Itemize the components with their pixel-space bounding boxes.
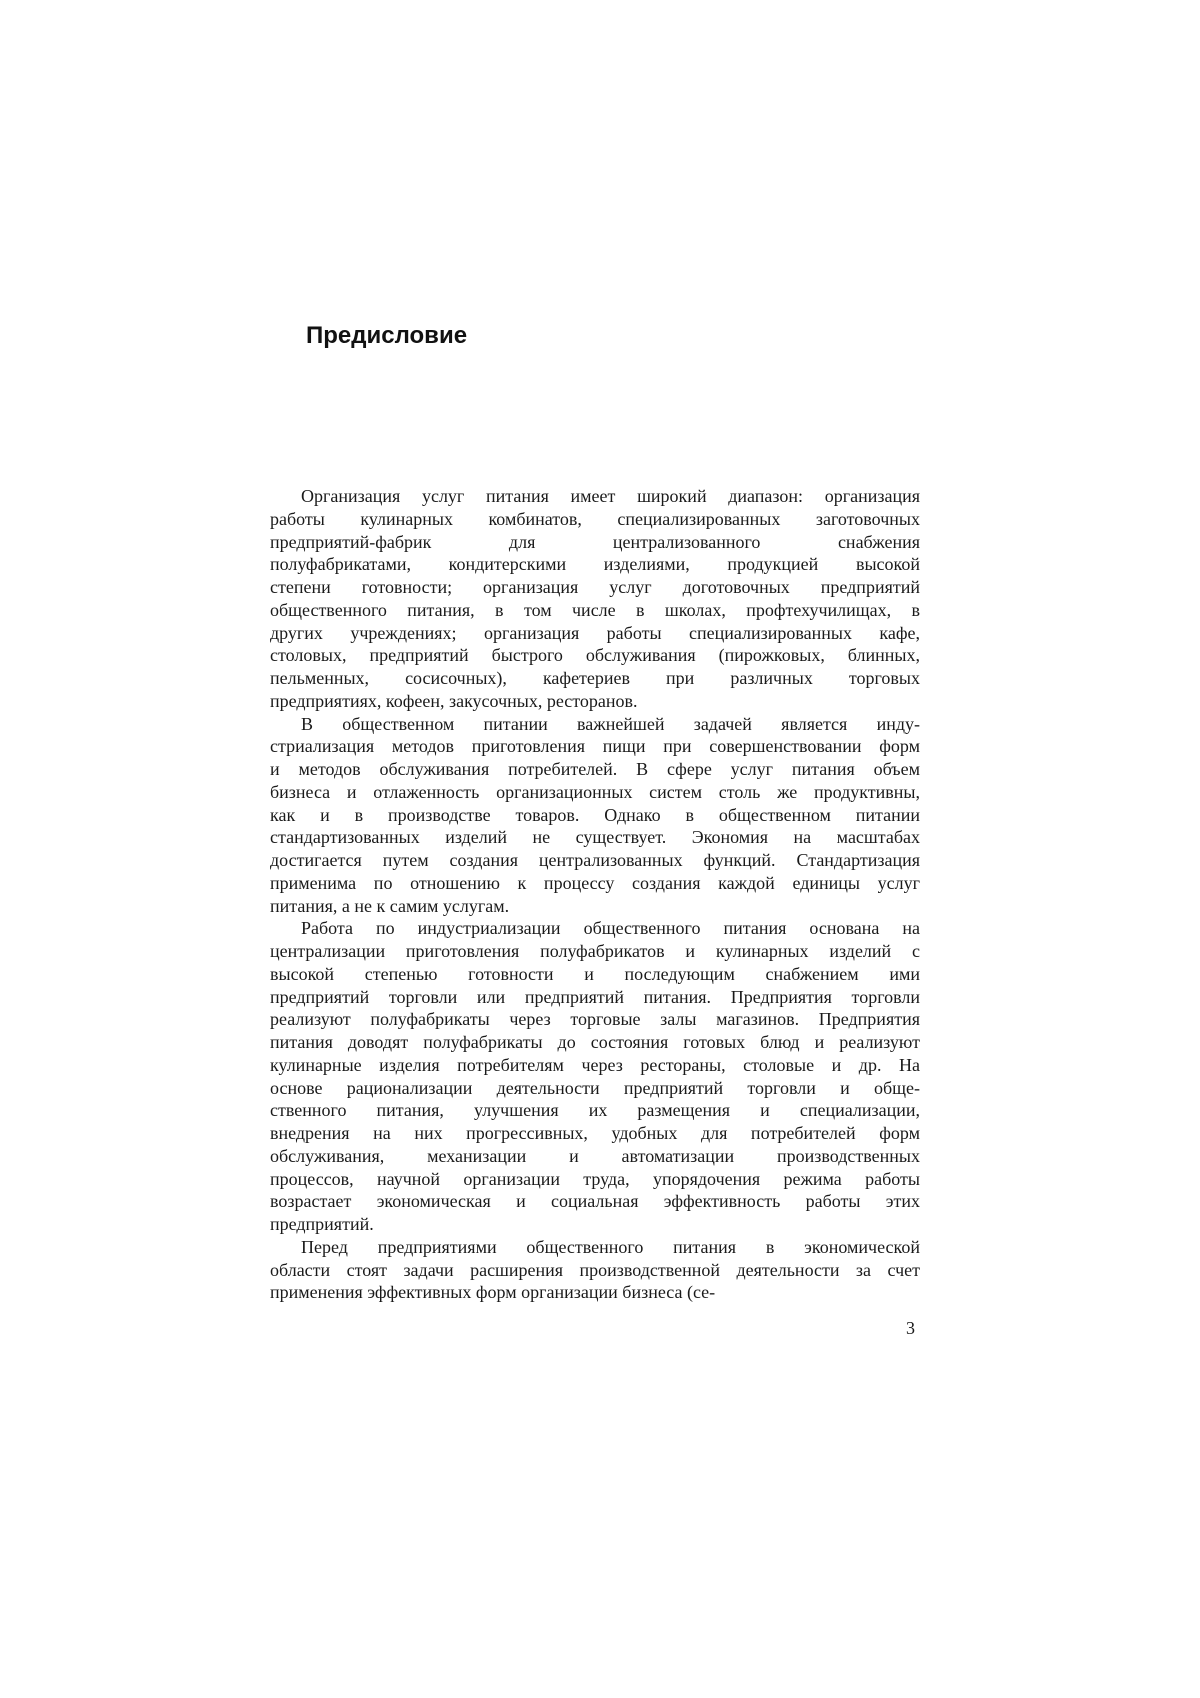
text-line: столовых, предприятий быстрого обслуживания (пирожковых, блинных, [270,645,920,666]
text-line: бизнеса и отлаженность организационных систем столь же продуктивны, [270,781,920,802]
text-line: области стоят задачи расширения производственной деятельности за счет [270,1259,920,1280]
text-line: полуфабрикатами, кондитерскими изделиями, продукцией высокой [270,554,920,575]
text-line: Работа по индустриализации общественного питания основана на [301,918,920,939]
text-line: предприятий торговли или предприятий питания. Предприятия торговли [270,986,920,1007]
paragraph [270,485,920,713]
text-line: применима по отношению к процессу создания каждой единицы услуг [270,872,920,893]
text-line: высокой степенью готовности и последующим снабжением ими [270,963,920,984]
page-title: Предисловие [306,322,468,349]
text-line: возрастает экономическая и социальная эффективность работы этих [270,1191,920,1212]
text-line: процессов, научной организации труда, упорядочения режима работы [270,1168,920,1189]
text-line: питания доводят полуфабрикаты до состояния готовых блюд и реализуют [270,1032,920,1052]
text-line: обслуживания, механизации и автоматизации производственных [270,1145,920,1166]
text-line: централизации приготовления полуфабрикатов и кулинарных изделий с [270,941,920,961]
text-line: кулинарные изделия потребителям через рестораны, столовые и др. На [270,1054,920,1075]
text-line: достигается путем создания централизованных функций. Стандартизация [270,850,920,870]
text-line: Перед предприятиями общественного питания в экономической [301,1236,920,1257]
text-line: ственного питания, улучшения их размещения и специализации, [270,1100,920,1121]
text-line: стандартизованных изделий не существует. Экономия на масштабах [270,827,920,848]
paragraph [270,713,920,918]
text-line: основе рационализации деятельности предприятий торговли и обще- [270,1077,920,1098]
text-line: как и в производстве товаров. Однако в общественном питании [270,804,920,825]
body-text [270,485,920,1304]
page-number: 3 [906,1318,915,1338]
text-line: реализуют полуфабрикаты через торговые залы магазинов. Предприятия [270,1009,920,1030]
text-line: питания, а не к самим услугам. [270,895,510,916]
text-line: применения эффективных форм организации бизнеса (се- [270,1282,716,1303]
text-line: других учреждениях; организация работы специализированных кафе, [270,622,920,643]
text-line: и методов обслуживания потребителей. В сфере услуг питания объем [270,759,920,779]
text-line: общественного питания, в том числе в школах, профтехучилищах, в [270,599,920,620]
text-line: предприятий. [270,1214,374,1234]
paragraph [270,1236,920,1304]
text-line: пельменных, сосисочных), кафетериев при различных торговых [270,668,920,688]
text-line: стриализация методов приготовления пищи при совершенствовании форм [270,736,920,757]
text-line: степени готовности; организация услуг доготовочных предприятий [270,577,920,597]
paragraph [270,917,920,1236]
text-line: предприятиях, кофеен, закусочных, ресторанов. [270,690,638,711]
text-line: работы кулинарных комбинатов, специализированных заготовочных [270,508,920,529]
text-line: предприятий-фабрик для централизованного снабжения [270,531,920,552]
text-line: Организация услуг питания имеет широкий диапазон: организация [301,486,920,506]
text-line: В общественном питании важнейшей задачей является инду- [301,713,920,734]
text-line: внедрения на них прогрессивных, удобных для потребителей форм [270,1123,920,1143]
